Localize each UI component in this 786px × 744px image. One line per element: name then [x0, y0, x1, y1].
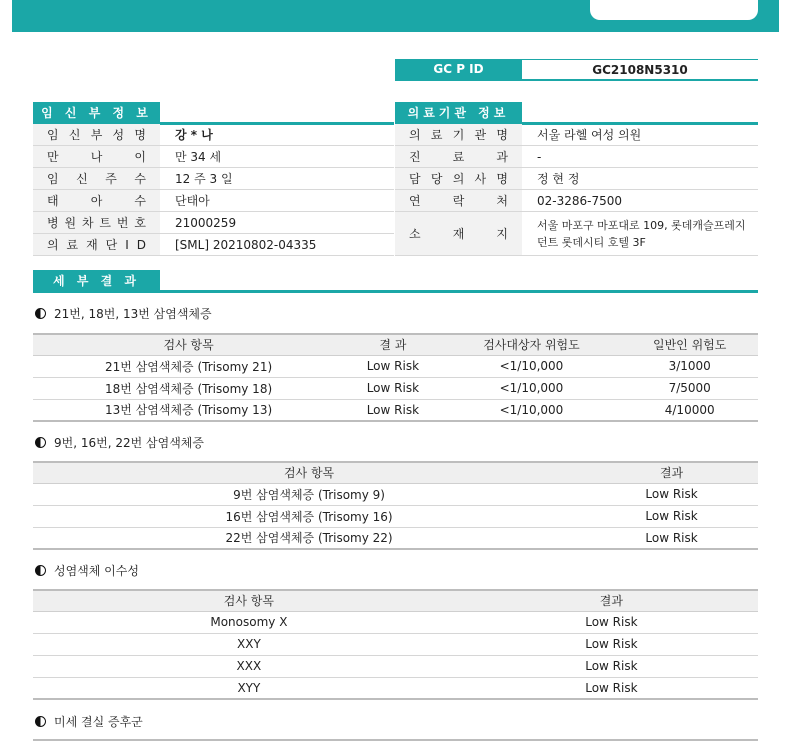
table-cell: 21번 삼염색체증 (Trisomy 21)	[33, 355, 344, 377]
table-row	[33, 505, 758, 527]
info-row	[395, 190, 758, 212]
info-row	[395, 212, 758, 256]
info-row	[395, 146, 758, 168]
section1-table	[33, 333, 758, 422]
column-header: 검사 항목	[33, 590, 465, 611]
section3-title-text: 성염색체 이수성	[54, 564, 139, 578]
section4-title	[35, 713, 143, 730]
table-cell: 7/5000	[621, 377, 758, 399]
table-cell: Low Risk	[465, 611, 758, 633]
half-circle-icon	[35, 565, 46, 576]
table-cell: XXX	[33, 655, 465, 677]
table-row	[33, 527, 758, 549]
table-cell: <1/10,000	[442, 377, 622, 399]
column-header: 검사 항목	[33, 462, 585, 483]
institution-info-title: 의료기관 정보	[395, 102, 522, 122]
section1-title-text: 21번, 18번, 13번 삼염색체증	[54, 307, 212, 321]
table-cell: Low Risk	[465, 655, 758, 677]
info-value: 만 34 세	[175, 150, 222, 164]
info-label: 병 원 차 트 번 호	[33, 212, 160, 233]
info-label: 의 료 기 관 명	[395, 124, 522, 145]
gcpid-box	[395, 59, 758, 81]
section3-table	[33, 589, 758, 700]
gcpid-label: GC P ID	[395, 59, 522, 79]
table-row	[33, 655, 758, 677]
table-row	[33, 611, 758, 633]
half-circle-icon	[35, 437, 46, 448]
info-value: 12 주 3 일	[175, 172, 233, 186]
table-cell: Low Risk	[585, 505, 758, 527]
section2-title	[35, 434, 204, 451]
table-cell: Low Risk	[344, 355, 441, 377]
info-label: 의 료 재 단 I D	[33, 234, 160, 255]
table-cell: Low Risk	[585, 483, 758, 505]
table-cell: Low Risk	[465, 633, 758, 655]
table-cell: 13번 삼염색체증 (Trisomy 13)	[33, 399, 344, 421]
details-underline	[33, 290, 758, 293]
details-title: 세 부 결 과	[33, 270, 160, 290]
info-label: 태 아 수	[33, 190, 160, 211]
section2-title-text: 9번, 16번, 22번 삼염색체증	[54, 436, 204, 450]
table-cell: Low Risk	[344, 377, 441, 399]
table-cell: 16번 삼염색체증 (Trisomy 16)	[33, 505, 585, 527]
info-row	[33, 190, 394, 212]
section4-title-text: 미세 결실 증후군	[54, 715, 143, 729]
table-row	[33, 677, 758, 699]
info-value: 서울 마포구 마포대로 109, 롯데캐슬프레지 던트 롯데시티 호텔 3F	[537, 218, 746, 249]
gcpid-value: GC2108N5310	[522, 59, 758, 79]
info-label: 만 나 이	[33, 146, 160, 167]
section3-title	[35, 562, 139, 579]
column-header: 검사 항목	[33, 334, 344, 355]
table-cell: 3/1000	[621, 355, 758, 377]
half-circle-icon	[35, 308, 46, 319]
table-cell: <1/10,000	[442, 399, 622, 421]
section2-table	[33, 461, 758, 550]
info-row	[395, 124, 758, 146]
info-label: 진 료 과	[395, 146, 522, 167]
info-row	[33, 212, 394, 234]
info-value: 서울 라헬 여성 의원	[537, 128, 642, 142]
table-cell: Low Risk	[585, 527, 758, 549]
table-cell: 22번 삼염색체증 (Trisomy 22)	[33, 527, 585, 549]
info-row	[33, 124, 394, 146]
section4-table-top	[33, 739, 758, 741]
info-row	[33, 168, 394, 190]
table-cell: XXY	[33, 633, 465, 655]
info-row	[33, 234, 394, 256]
info-row	[33, 146, 394, 168]
table-cell: XYY	[33, 677, 465, 699]
column-header: 검사대상자 위험도	[442, 334, 622, 355]
half-circle-icon	[35, 716, 46, 727]
table-cell: Monosomy X	[33, 611, 465, 633]
table-row	[33, 355, 758, 377]
info-label: 소 재 지	[395, 212, 522, 255]
info-value: 21000259	[175, 215, 237, 230]
table-row	[33, 633, 758, 655]
table-cell: Low Risk	[465, 677, 758, 699]
table-cell: 4/10000	[621, 399, 758, 421]
table-row	[33, 377, 758, 399]
info-row	[395, 168, 758, 190]
pregnant-info-title: 임 신 부 정 보	[33, 102, 160, 122]
column-header: 일반인 위험도	[621, 334, 758, 355]
section1-title	[35, 305, 212, 322]
info-value: 정 현 정	[537, 172, 580, 186]
table-cell: 9번 삼염색체증 (Trisomy 9)	[33, 483, 585, 505]
column-header: 결과	[585, 462, 758, 483]
info-label: 담 당 의 사 명	[395, 168, 522, 189]
table-row	[33, 483, 758, 505]
info-value: [SML] 20210802-04335	[175, 237, 317, 252]
info-label: 임 신 주 수	[33, 168, 160, 189]
info-value: 02-3286-7500	[537, 193, 623, 208]
info-value: 단태아	[175, 194, 210, 208]
top-banner-tab	[590, 0, 758, 20]
info-value: 강 * 나	[175, 128, 213, 142]
info-label: 임 신 부 성 명	[33, 124, 160, 145]
table-row	[33, 399, 758, 421]
table-cell: Low Risk	[344, 399, 441, 421]
column-header: 결과	[465, 590, 758, 611]
column-header: 결 과	[344, 334, 441, 355]
table-cell: <1/10,000	[442, 355, 622, 377]
info-value: -	[537, 149, 542, 164]
info-label: 연 락 처	[395, 190, 522, 211]
table-cell: 18번 삼염색체증 (Trisomy 18)	[33, 377, 344, 399]
